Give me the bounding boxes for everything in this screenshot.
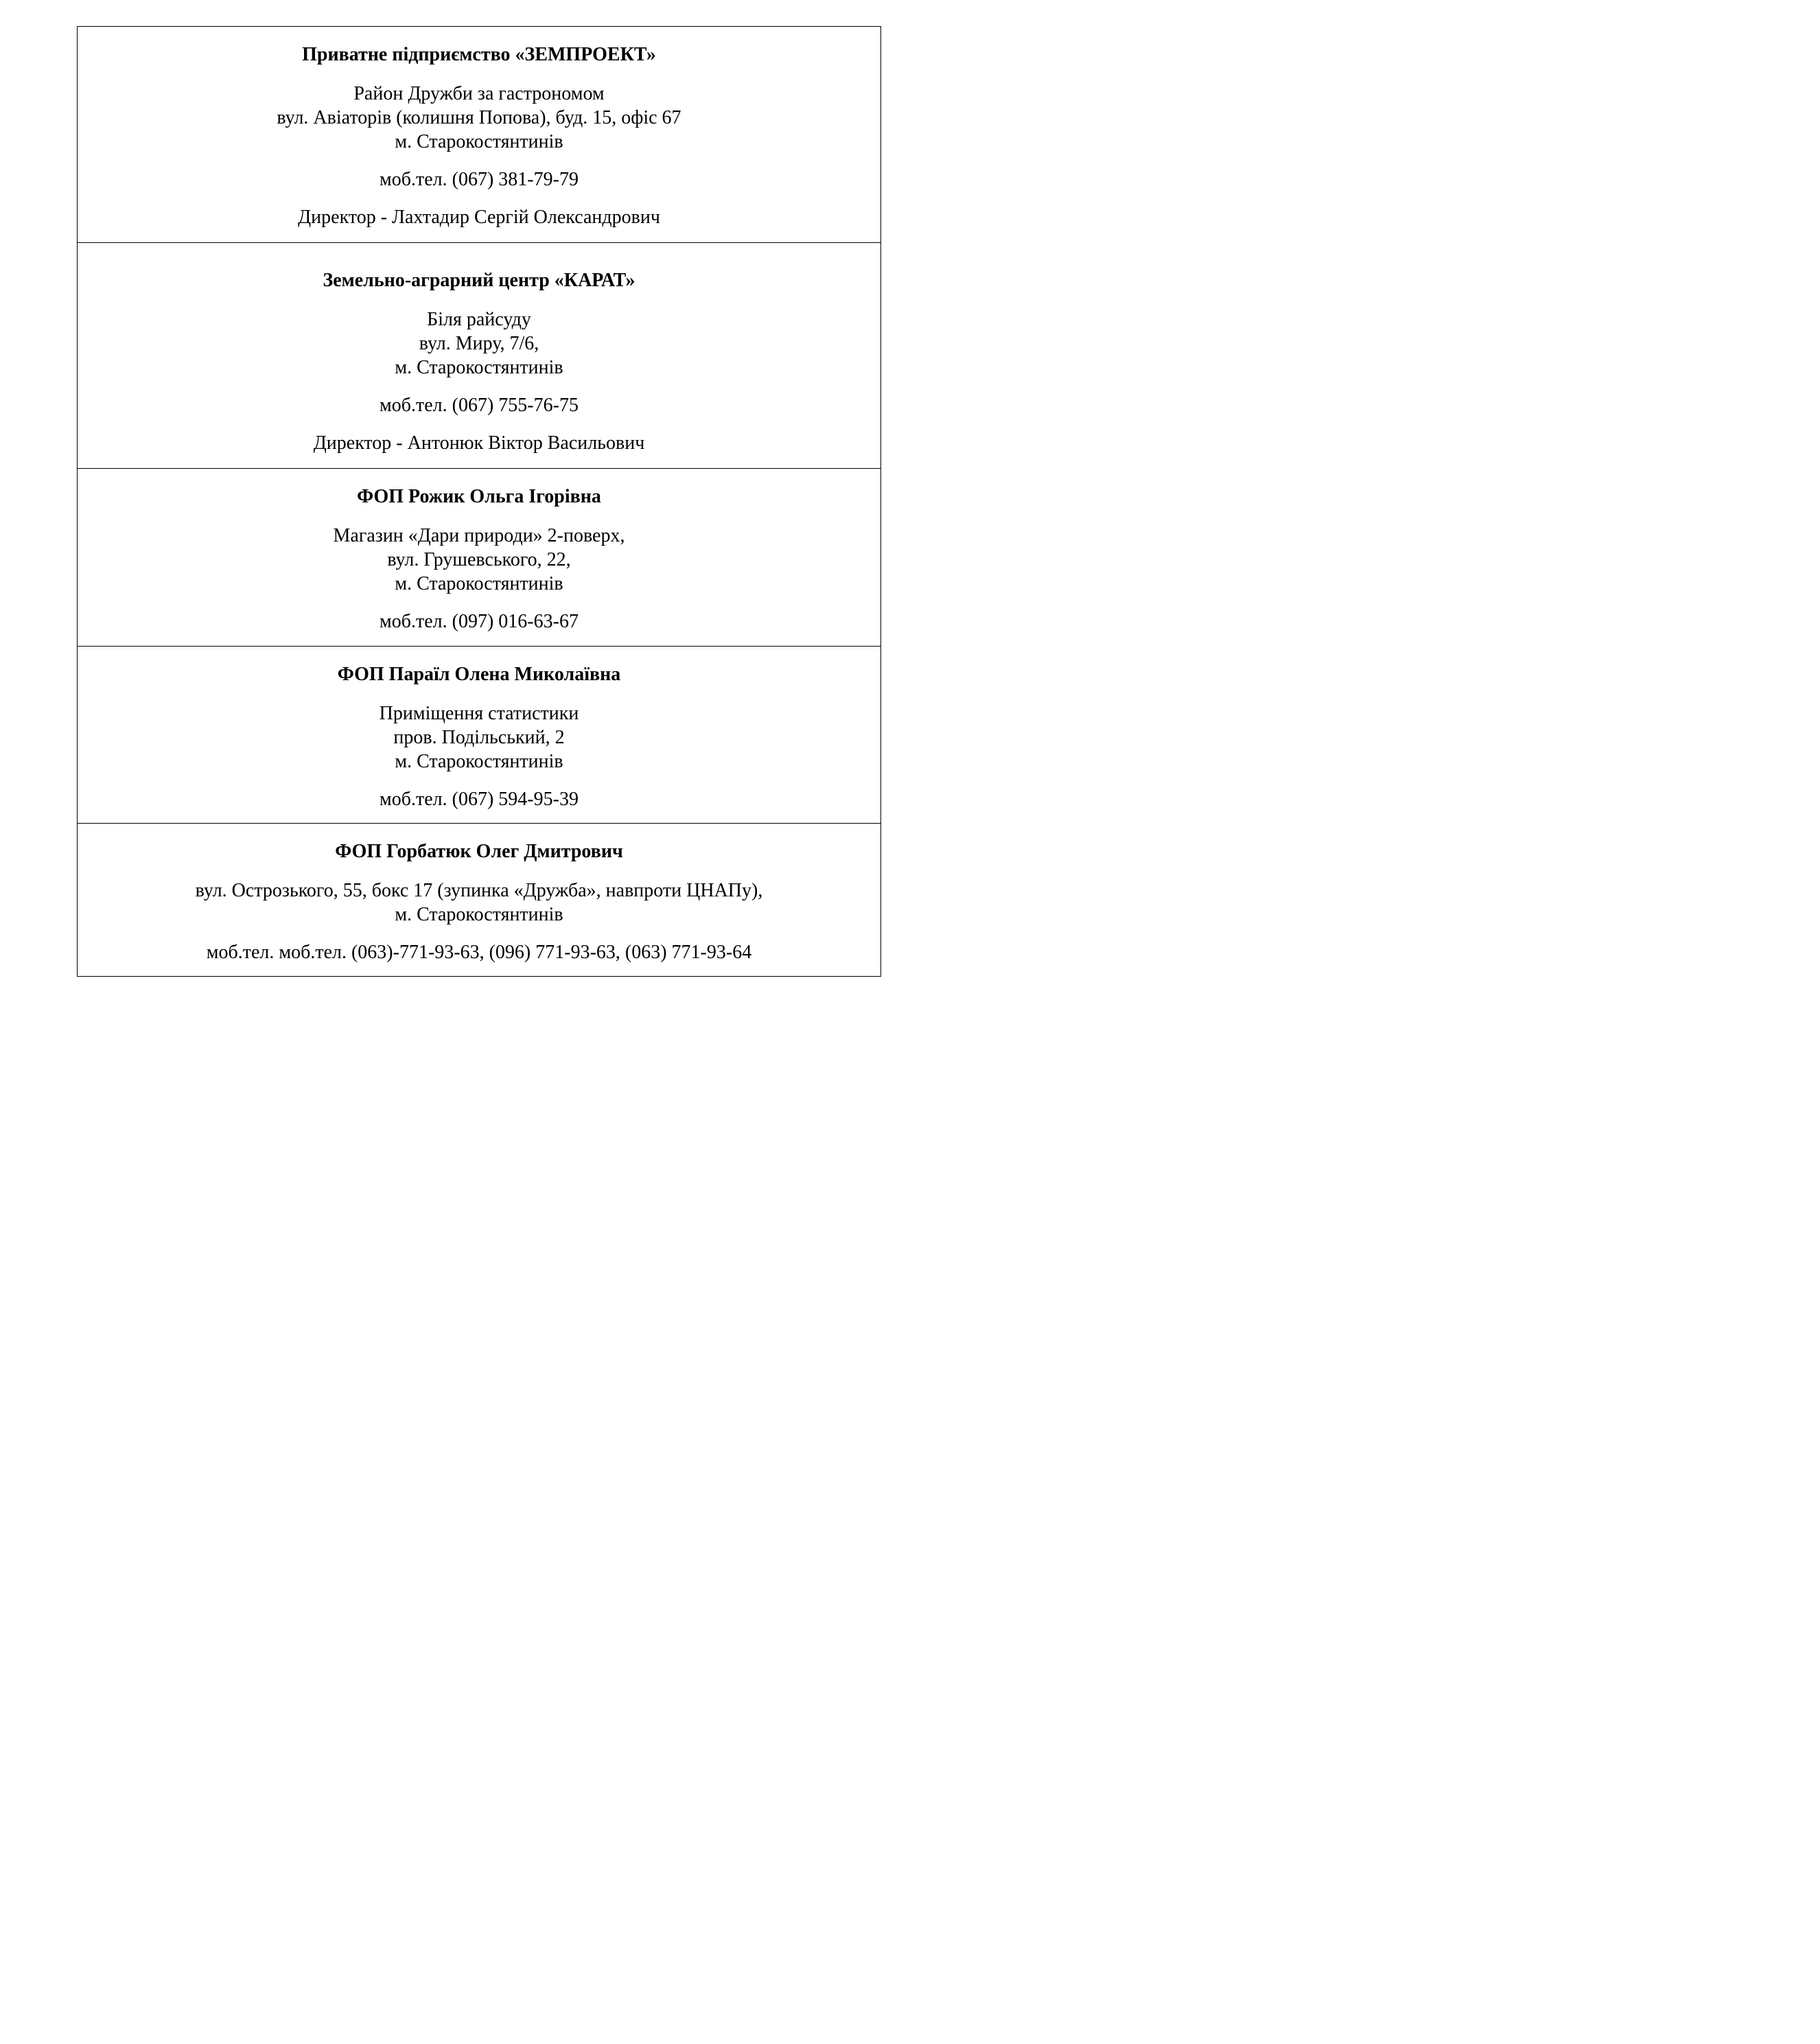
entry-name: ФОП Параїл Олена Миколаївна [337, 664, 621, 685]
phone-line: моб.тел. (067) 381-79-79 [380, 169, 579, 190]
contacts-table [77, 26, 881, 977]
phone-line: моб.тел. (067) 755-76-75 [380, 395, 579, 416]
entry-name: ФОП Рожик Ольга Ігорівна [357, 486, 601, 507]
address-line: вул. Миру, 7/6, [419, 333, 539, 354]
entry-zemproekt [78, 27, 880, 243]
address-line: Приміщення статистики [379, 703, 579, 724]
address-block [78, 701, 880, 774]
address-line: м. Старокостянтинів [395, 573, 563, 594]
phone-line: моб.тел. (067) 594-95-39 [380, 789, 579, 810]
address-line: пров. Подільський, 2 [393, 727, 565, 748]
address-line: вул. Острозького, 55, бокс 17 (зупинка «Дружба», навпроти ЦНАПу), [195, 880, 763, 901]
entry-karat [78, 243, 880, 469]
entry-horbatiuk [78, 824, 880, 976]
entry-name: ФОП Горбатюк Олег Дмитрович [335, 841, 623, 862]
entry-parail [78, 647, 880, 824]
address-line: Магазин «Дари природи» 2-поверх, [333, 525, 625, 546]
entry-name: Земельно-аграрний центр «КАРАТ» [323, 270, 635, 291]
phone-line: моб.тел. моб.тел. (063)-771-93-63, (096) 771-93-63, (063) 771-93-64 [206, 942, 752, 963]
address-block [78, 524, 880, 596]
address-line: м. Старокостянтинів [395, 357, 563, 378]
entry-name: Приватне підприємство «ЗЕМПРОЕКТ» [302, 44, 656, 65]
director-line: Директор - Лахтадир Сергій Олександрович [298, 207, 660, 228]
address-line: м. Старокостянтинів [395, 131, 563, 152]
address-line: м. Старокостянтинів [395, 904, 563, 925]
address-line: вул. Авіаторів (колишня Попова), буд. 15, офіс 67 [277, 107, 681, 128]
address-block [78, 879, 880, 927]
phone-line: моб.тел. (097) 016-63-67 [380, 611, 579, 632]
address-line: м. Старокостянтинів [395, 751, 563, 772]
address-block [78, 307, 880, 380]
address-line: Район Дружби за гастрономом [353, 83, 605, 104]
address-line: Біля райсуду [427, 309, 531, 330]
address-block [78, 82, 880, 154]
entry-rozhyk [78, 469, 880, 647]
address-line: вул. Грушевського, 22, [387, 549, 571, 570]
director-line: Директор - Антонюк Віктор Васильович [313, 432, 645, 454]
